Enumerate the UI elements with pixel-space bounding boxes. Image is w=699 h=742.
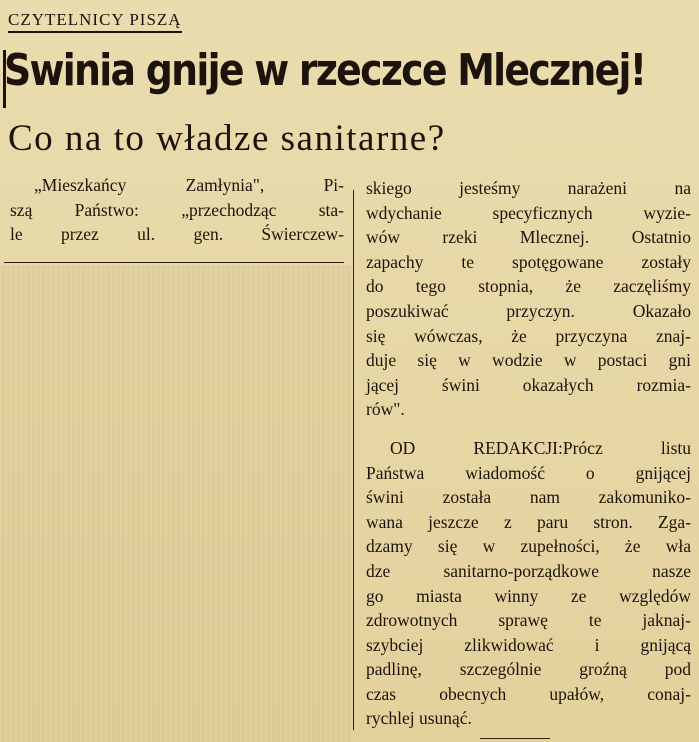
column-divider-horizontal xyxy=(4,262,344,263)
editorial-line: świni została nam zakomuniko- xyxy=(366,487,691,508)
right-line: duje się w wodzie w postaci gni xyxy=(366,350,691,371)
right-line: rów". xyxy=(366,399,405,420)
editorial-line: zdrowotnych sprawę te jaknaj- xyxy=(366,610,691,631)
right-line: się wówczas, że przyczyna znaj- xyxy=(366,325,691,346)
right-line: zapachy te spotęgowane zostały xyxy=(366,251,691,272)
footer-rule xyxy=(480,738,550,739)
right-line: do tego stopnia, że zaczęliśmy xyxy=(366,276,691,297)
column-divider-vertical xyxy=(353,190,354,730)
right-line: wdychanie specyficznych wyzie- xyxy=(366,202,691,223)
editorial-line: czas obecnych upałów, conaj- xyxy=(366,683,691,704)
left-line: le przez ul. gen. Świerczew- xyxy=(10,224,344,245)
right-line: skiego jesteśmy narażeni na xyxy=(366,178,691,198)
left-column xyxy=(10,173,344,247)
right-line: jącej świni okazałych rozmia- xyxy=(366,374,691,395)
right-line: poszukiwać przyczyn. Okazało xyxy=(366,300,691,321)
subheadline: Co na to władze sanitarne? xyxy=(8,118,446,159)
editorial-line: padlinę, szczególnie groźną pod xyxy=(366,659,691,680)
editorial-line: wana jeszcze z paru stron. Zga- xyxy=(366,511,691,532)
section-rubric: CZYTELNICY PISZĄ xyxy=(8,10,182,33)
editorial-line: Państwa wiadomość o gnijącej xyxy=(366,462,691,483)
editorial-line: go miasta winny ze względów xyxy=(366,585,691,606)
editorial-line: szybciej zlikwidować i gnijącą xyxy=(366,634,691,655)
editorial-line: rychlej usunąć. xyxy=(366,708,472,729)
right-column xyxy=(366,176,691,731)
editorial-line: dzamy się w zupełności, że wła xyxy=(366,536,691,557)
editorial-line: dze sanitarno-porządkowe nasze xyxy=(366,560,691,581)
left-line: szą Państwo: „przechodząc sta- xyxy=(10,199,344,220)
headline: Swinia gnije w rzeczce Mlecznej! xyxy=(4,45,646,96)
editorial-line: OD REDAKCJI:Prócz listu xyxy=(390,437,691,458)
right-line: wów rzeki Mlecznej. Ostatnio xyxy=(366,227,691,248)
blank-area xyxy=(0,265,352,742)
left-line: „Mieszkańcy Zamłynia", Pi- xyxy=(34,175,344,195)
